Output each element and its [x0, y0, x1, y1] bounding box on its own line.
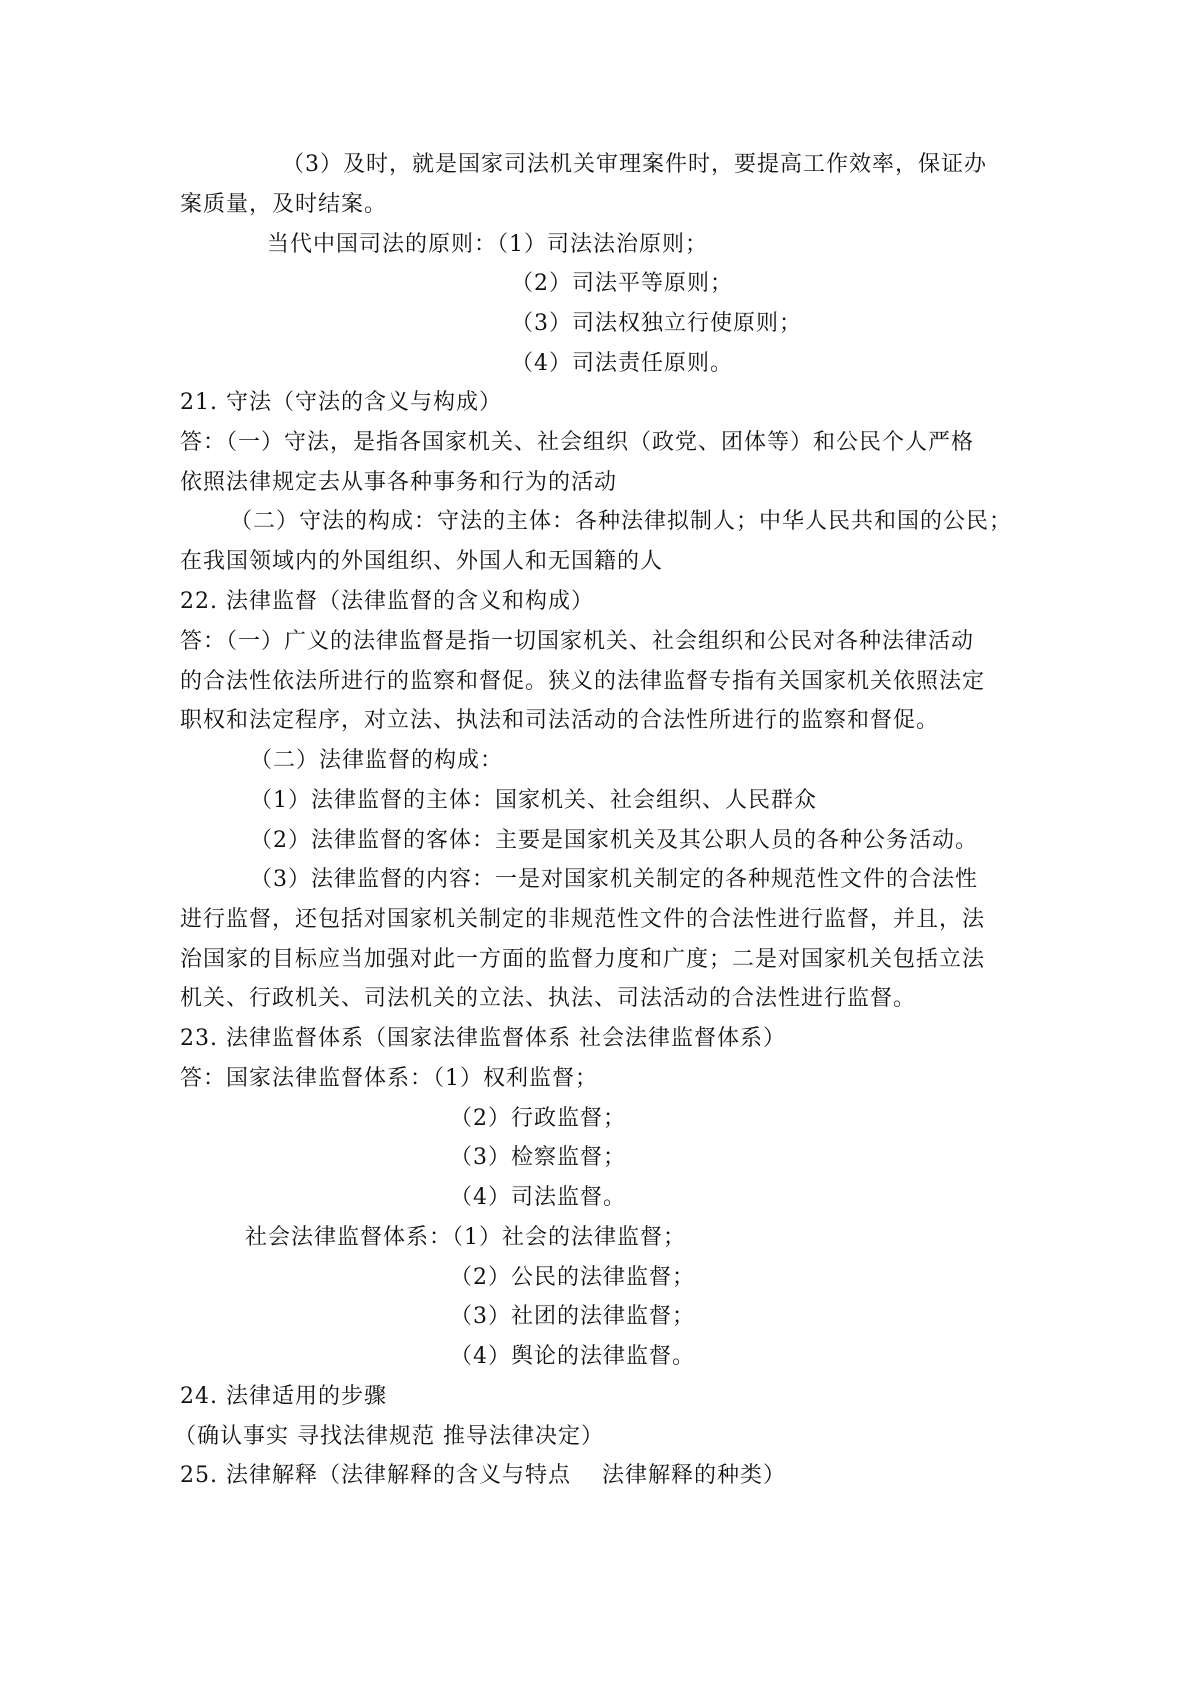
text-line: （确认事实 寻找法律规范 推导法律决定）: [174, 1424, 604, 1449]
text-line: （3）社团的法律监督；: [450, 1304, 695, 1329]
text-line: 依照法律规定去从事各种事务和行为的活动: [180, 470, 618, 495]
text-line: （3）司法权独立行使原则；: [511, 311, 802, 336]
text-line: 治国家的目标应当加强对此一方面的监督力度和广度；二是对国家机关包括立法: [180, 947, 986, 972]
section-heading: 24. 法律适用的步骤: [180, 1384, 387, 1409]
text-line: 职权和法定程序，对立法、执法和司法活动的合法性所进行的监察和督促。: [180, 708, 940, 733]
text-line: （4）舆论的法律监督。: [450, 1344, 695, 1369]
section-heading: 25. 法律解释（法律解释的含义与特点 法律解释的种类）: [180, 1463, 786, 1488]
text-line: 答：（一）广义的法律监督是指一切国家机关、社会组织和公民对各种法律活动: [180, 629, 975, 654]
text-line: （3）及时，就是国家司法机关审理案件时，要提高工作效率，保证办: [282, 152, 987, 177]
text-line: （2）行政监督；: [450, 1106, 626, 1131]
text-line: 答：（一）守法，是指各国家机关、社会组织（政党、团体等）和公民个人严格: [180, 430, 975, 455]
text-line: （2）法律监督的客体：主要是国家机关及其公职人员的各种公务活动。: [250, 828, 978, 853]
section-heading: 23. 法律监督体系（国家法律监督体系 社会法律监督体系）: [180, 1026, 786, 1051]
text-line: 社会法律监督体系：（1）社会的法律监督；: [245, 1225, 686, 1250]
text-line: 机关、行政机关、司法机关的立法、执法、司法活动的合法性进行监督。: [180, 986, 917, 1011]
text-line: （3）法律监督的内容：一是对国家机关制定的各种规范性文件的合法性: [250, 867, 978, 892]
text-line: （二）法律监督的构成：: [250, 748, 504, 773]
text-line: 当代中国司法的原则：（1）司法法治原则；: [267, 232, 708, 257]
text-line: （2）司法平等原则；: [511, 271, 733, 296]
text-line: （2）公民的法律监督；: [450, 1265, 695, 1290]
text-line: （二）守法的构成：守法的主体：各种法律拟制人；中华人民共和国的公民；: [230, 509, 1013, 534]
section-heading: 22. 法律监督（法律监督的含义和构成）: [180, 589, 594, 614]
text-line: 的合法性依法所进行的监察和督促。狭义的法律监督专指有关国家机关依照法定: [180, 669, 986, 694]
text-line: 案质量，及时结案。: [180, 192, 388, 217]
text-line: （1）法律监督的主体：国家机关、社会组织、人民群众: [250, 788, 817, 813]
text-line: 进行监督，还包括对国家机关制定的非规范性文件的合法性进行监督，并且，法: [180, 907, 986, 932]
text-line: （4）司法责任原则。: [511, 351, 733, 376]
text-line: 在我国领域内的外国组织、外国人和无国籍的人: [180, 549, 664, 574]
section-heading: 21. 守法（守法的含义与构成）: [180, 390, 502, 415]
text-line: 答：国家法律监督体系：（1）权利监督；: [180, 1066, 598, 1091]
text-line: （3）检察监督；: [450, 1145, 626, 1170]
text-line: （4）司法监督。: [450, 1185, 626, 1210]
